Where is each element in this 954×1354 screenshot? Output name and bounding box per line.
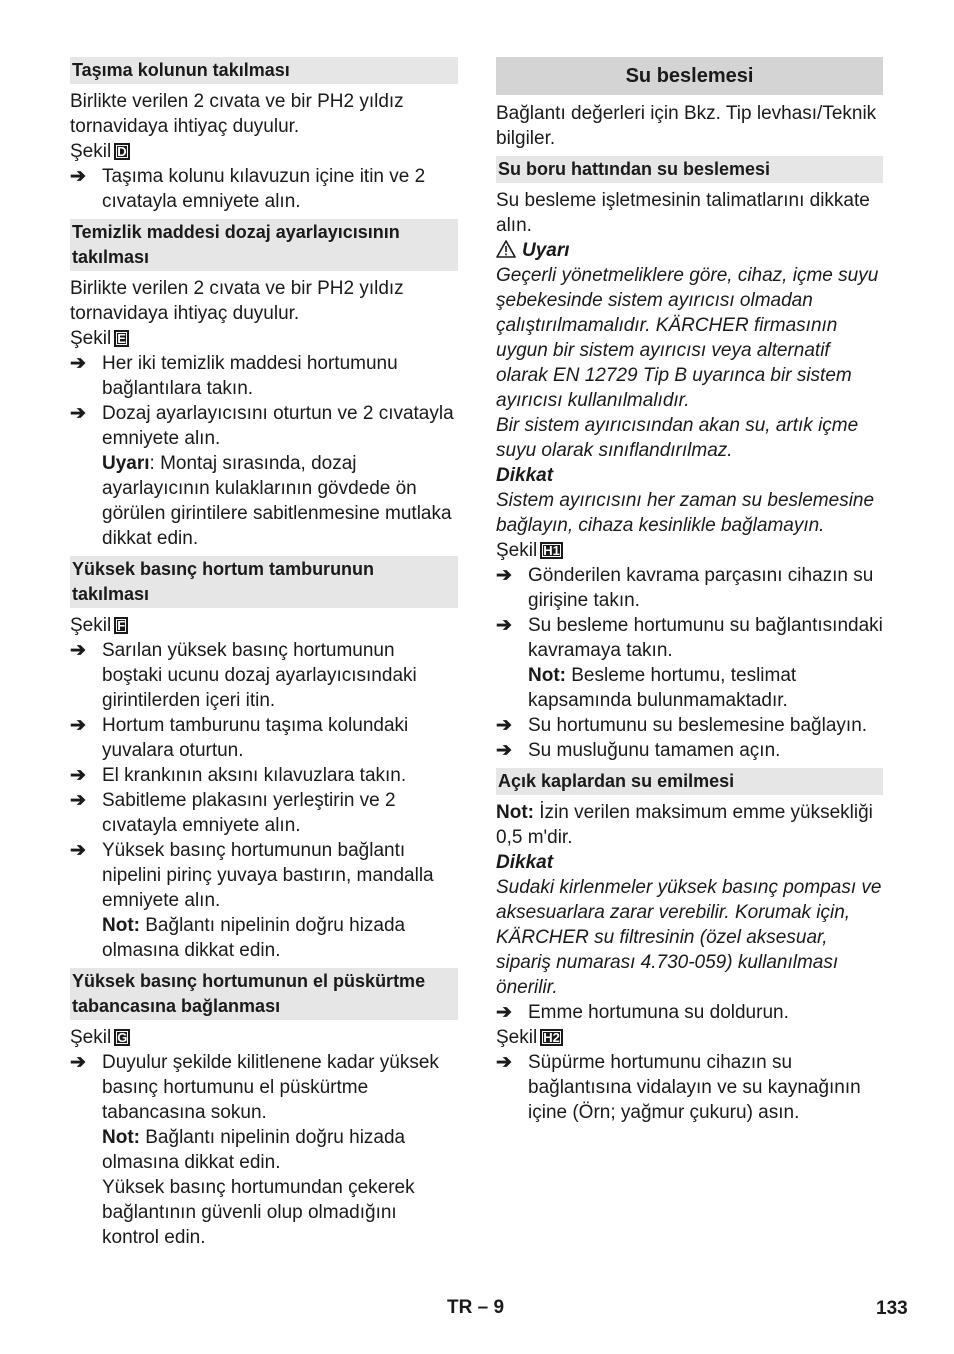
- step-item: ➔ Sarılan yüksek basınç hortumunun boştaki ucunu dozaj ayarlayıcısındaki girintilerden içeri itin.: [70, 640, 417, 711]
- section-heading-hose-reel: Yüksek basınç hortum tamburunun takılması: [70, 556, 458, 608]
- paragraph: Su besleme işletmesinin talimatlarını dikkate alın.: [496, 190, 870, 236]
- step-item: ➔ Süpürme hortumunu cihazın su bağlantısına vidalayın ve su kaynağının içine (Örn; yağmur çukuru) asın.: [496, 1052, 861, 1123]
- step-item: ➔ Dozaj ayarlayıcısını oturtun ve 2 cıvatayla emniyete alın.: [70, 403, 454, 449]
- page-number: 133: [876, 1298, 908, 1319]
- caution-text: Sudaki kirlenmeler yüksek basınç pompası ve aksesuarlara zarar verebilir. Korumak için, KÄRCHER su filtresinin (özel aksesuar, sipariş numarası 4.730-059) kullanılması önerilir.: [496, 877, 882, 998]
- arrow-right-icon: ➔: [70, 765, 86, 786]
- arrow-right-icon: ➔: [70, 790, 86, 811]
- arrow-right-icon: ➔: [70, 353, 86, 374]
- arrow-right-icon: ➔: [496, 565, 512, 586]
- section-heading-open-container: Açık kaplardan su emilmesi: [496, 768, 883, 795]
- step-note: Not: Besleme hortumu, teslimat kapsamında bulunmamaktadır.: [528, 665, 797, 711]
- step-item: ➔ El krankının aksını kılavuzlara takın.: [70, 765, 407, 786]
- step-item: ➔ Her iki temizlik maddesi hortumunu bağlantılara takın.: [70, 353, 398, 399]
- section-heading-spray-gun: Yüksek basınç hortumunun el püskürtme tabancasına bağlanması: [70, 968, 458, 1020]
- arrow-right-icon: ➔: [70, 1052, 86, 1073]
- section-heading-carrying-handle: Taşıma kolunun takılması: [70, 57, 458, 84]
- arrow-right-icon: ➔: [496, 1002, 512, 1023]
- figure-reference: Şekil F: [70, 613, 458, 638]
- figure-badge: E: [114, 330, 129, 347]
- figure-badge: H2: [540, 1029, 563, 1046]
- arrow-right-icon: ➔: [70, 840, 86, 861]
- arrow-right-icon: ➔: [496, 1052, 512, 1073]
- step-note: Uyarı: Montaj sırasında, dozaj ayarlayıcının kulaklarının gövdede ön görülen girintilere sabitlenmesine mutlaka dikkat edin.: [102, 453, 452, 549]
- arrow-right-icon: ➔: [496, 715, 512, 736]
- warning-text: Bir sistem ayırıcısından akan su, artık içme suyu olarak sınıflandırılmaz.: [496, 415, 859, 461]
- figure-reference: Şekil E: [70, 326, 458, 351]
- right-column: [496, 57, 883, 1125]
- step-item: ➔ Hortum tamburunu taşıma kolundaki yuvalara oturtun.: [70, 715, 409, 761]
- paragraph: Bağlantı değerleri için Bkz. Tip levhası/Teknik bilgiler.: [496, 103, 877, 149]
- step-item: ➔ Su hortumunu su beslemesine bağlayın.: [496, 715, 868, 736]
- caution-label: Dikkat: [496, 852, 554, 873]
- arrow-right-icon: ➔: [70, 640, 86, 661]
- step-item: ➔ Su besleme hortumunu su bağlantısındaki kavramaya takın.: [496, 615, 883, 661]
- arrow-right-icon: ➔: [496, 740, 512, 761]
- footer-section-label: TR – 9: [447, 1297, 505, 1318]
- warning-label: Uyarı: [496, 238, 883, 263]
- figure-reference: Şekil H2: [496, 1025, 883, 1050]
- caution-text: Sistem ayırıcısını her zaman su beslemesine bağlayın, cihaza kesinlikle bağlamayın.: [496, 490, 875, 536]
- step-item: ➔ Yüksek basınç hortumunun bağlantı nipelini pirinç yuvaya bastırın, mandalla emniyete alın.: [70, 840, 434, 911]
- caution-label: Dikkat: [496, 465, 554, 486]
- step-item: ➔ Emme hortumuna su doldurun.: [496, 1002, 789, 1023]
- left-column: [70, 57, 458, 1250]
- figure-badge: D: [114, 143, 129, 160]
- step-note: Not: Bağlantı nipelinin doğru hizada olmasına dikkat edin.: [102, 1127, 406, 1173]
- section-heading-dosing-unit: Temizlik maddesi dozaj ayarlayıcısının takılması: [70, 219, 458, 271]
- warning-triangle-icon: [496, 240, 516, 258]
- step-note: Not: Bağlantı nipelinin doğru hizada olmasına dikkat edin.: [102, 915, 406, 961]
- figure-reference: Şekil H1: [496, 538, 883, 563]
- step-item: ➔ Su musluğunu tamamen açın.: [496, 740, 781, 761]
- arrow-right-icon: ➔: [70, 715, 86, 736]
- section-heading-pipe-supply: Su boru hattından su beslemesi: [496, 156, 883, 183]
- step-item: ➔ Gönderilen kavrama parçasını cihazın su girişine takın.: [496, 565, 874, 611]
- figure-reference: Şekil G: [70, 1025, 458, 1050]
- paragraph: Birlikte verilen 2 cıvata ve bir PH2 yıldız tornavidaya ihtiyaç duyulur.: [70, 278, 404, 324]
- figure-badge: G: [114, 1029, 130, 1046]
- step-extra: Yüksek basınç hortumundan çekerek bağlantının güvenli olup olmadığını kontrol edin.: [102, 1177, 415, 1248]
- arrow-right-icon: ➔: [70, 403, 86, 424]
- note: Not: İzin verilen maksimum emme yüksekliği 0,5 m'dir.: [496, 802, 873, 848]
- arrow-right-icon: ➔: [70, 166, 86, 187]
- arrow-right-icon: ➔: [496, 615, 512, 636]
- warning-text: Geçerli yönetmeliklere göre, cihaz, içme suyu şebekesinde sistem ayırıcısı olmadan çalıştırılmamalıdır. KÄRCHER firmasının uygun bir sistem ayırıcısı veya alternatif olarak EN 12729 Tip B uyarınca bir sistem ayırıcısı kullanılmalıdır.: [496, 265, 879, 411]
- paragraph: Birlikte verilen 2 cıvata ve bir PH2 yıldız tornavidaya ihtiyaç duyulur.: [70, 91, 404, 137]
- step-item: ➔ Duyulur şekilde kilitlenene kadar yüksek basınç hortumunu el püskürtme tabancasına sokun.: [70, 1052, 439, 1123]
- step-item: ➔ Sabitleme plakasını yerleştirin ve 2 cıvatayla emniyete alın.: [70, 790, 396, 836]
- figure-reference: Şekil D: [70, 139, 458, 164]
- figure-badge: F: [114, 617, 128, 634]
- figure-badge: H1: [540, 542, 563, 559]
- step-item: ➔ Taşıma kolunu kılavuzun içine itin ve 2 cıvatayla emniyete alın.: [70, 166, 426, 212]
- main-section-heading: Su beslemesi: [496, 57, 883, 95]
